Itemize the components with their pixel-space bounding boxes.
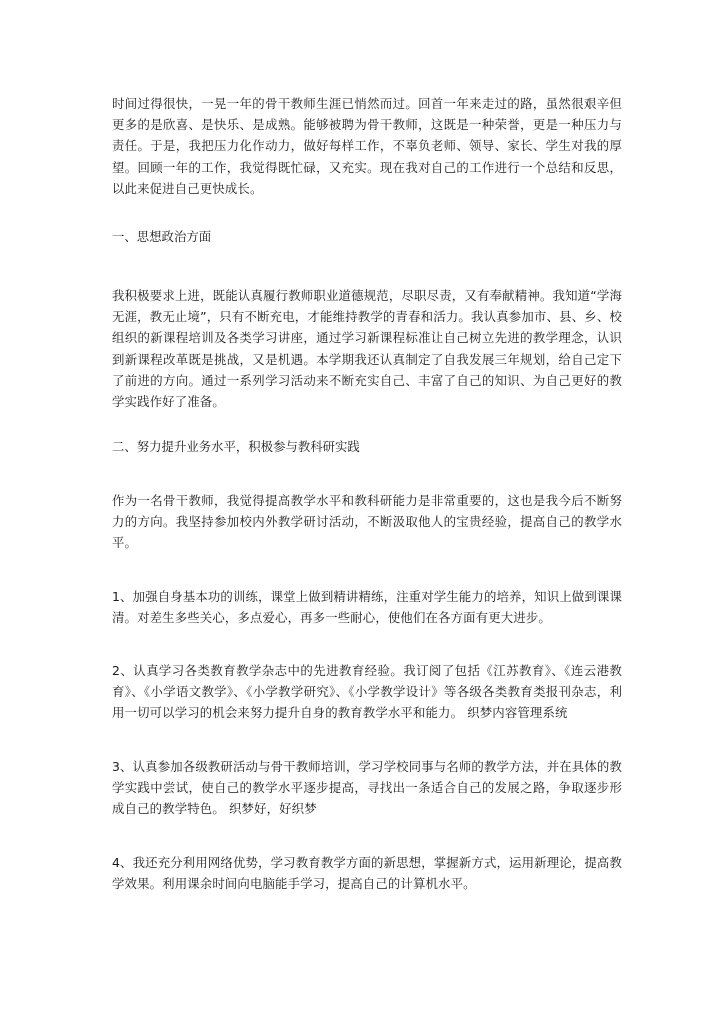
intro-paragraph: 时间过得很快，一晃一年的骨干教师生涯已悄然而过。回首一年来走过的路，虽然很艰辛但更多的是欣喜、是快乐、是成熟。能够被聘为骨干教师，这既是一种荣誉，更是一种压力与责任。于是，我把压力化作动力，做好每样工作，不辜负老师、领导、家长、学生对我的厚望。回顾一年的工作，我觉得既忙碌，又充实。现在我对自己的工作进行一个总结和反思，以此来促进自己更快成长。 [112, 96, 622, 196]
list-item-1: 1、加强自身基本功的训练，课堂上做到精讲精练，注重对学生能力的培养，知识上做到课课清。对差生多些关心，多点爱心，再多一些耐心，使他们在各方面有更大进步。 [112, 589, 622, 626]
section-2-heading: 二、努力提升业务水平，积极参与教科研实践 [112, 439, 360, 454]
list-item-4: 4、我还充分利用网络优势，学习教育教学方面的新思想，掌握新方式，运用新理论，提高教学效果。利用课余时间向电脑能手学习，提高自己的计算机水平。 [112, 855, 622, 892]
section-1-body: 我积极要求上进，既能认真履行教师职业道德规范，尽职尽责，又有奉献精神。我知道“学海无涯，教无止境”，只有不断充电，才能维持教学的青春和活力。我认真参加市、县、乡、校组织的新课程培训及各类学习讲座，通过学习新课程标准让自己树立先进的教学理念，认识到新课程改革既是挑战，又是机遇。本学期我还认真制定了自我发展三年规划，给自己定下了前进的方向。通过一系列学习活动来不断充实自己、丰富了自己的知识、为自己更好的教学实践作好了准备。 [112, 288, 622, 410]
list-item-3: 3、认真参加各级教研活动与骨干教师培训，学习学校同事与名师的教学方法，并在具体的教学实践中尝试，使自己的教学水平逐步提高，寻找出一条适合自己的发展之路，争取逐步形成自己的教学特色。 织梦好，好织梦 [112, 759, 622, 817]
section-1-heading: 一、思想政治方面 [112, 229, 212, 244]
section-2-body: 作为一名骨干教师，我觉得提高教学水平和教科研能力是非常重要的，这也是我今后不断努力的方向。我坚持参加校内外教学研讨活动，不断汲取他人的宝贵经验，提高自己的教学水平。 [112, 493, 622, 551]
list-item-2: 2、认真学习各类教育教学杂志中的先进教育经验。我订阅了包括《江苏教育》、《连云港教育》、《小学语文教学》、《小学教学研究》、《小学教学设计》等各级各类教育类报刊杂志，利用一切可以学习的机会来努力提升自身的教育教学水平和能力。 织梦内容管理系统 [112, 663, 622, 721]
